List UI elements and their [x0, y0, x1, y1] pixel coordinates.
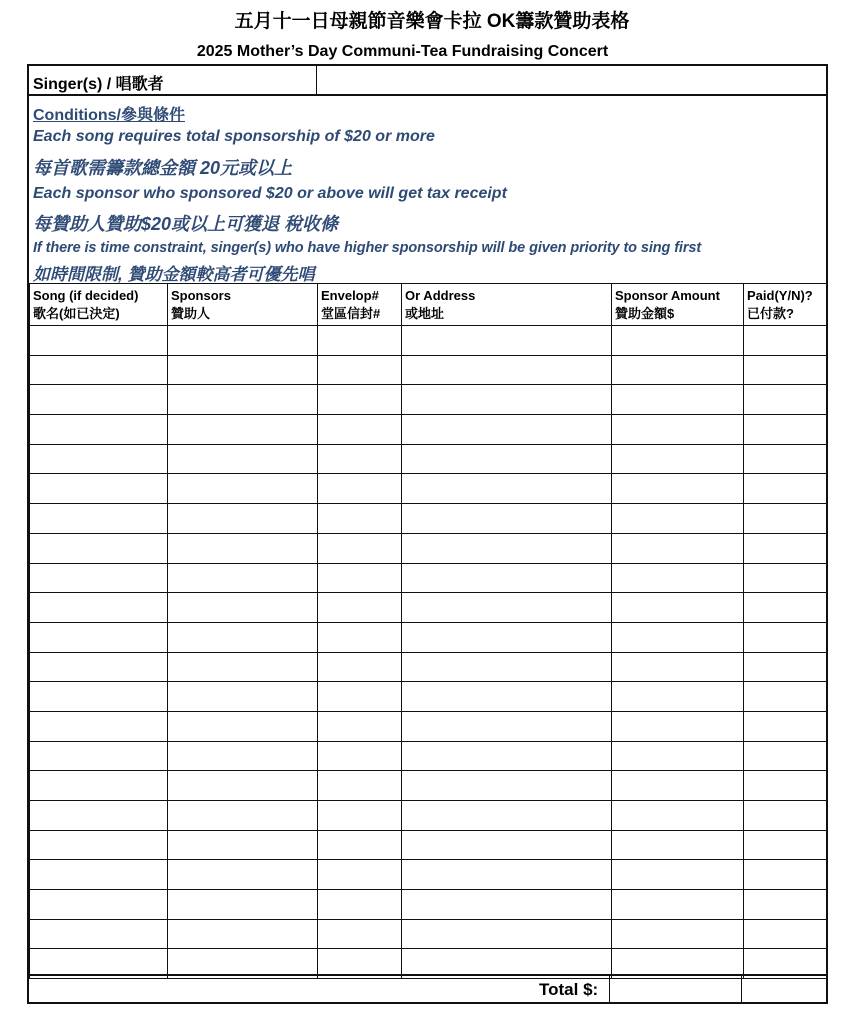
cell-paid[interactable] [744, 444, 827, 474]
cell-address[interactable] [402, 533, 612, 563]
cell-sponsor[interactable] [168, 415, 318, 445]
cell-song[interactable] [30, 504, 168, 534]
cell-address[interactable] [402, 563, 612, 593]
cell-sponsor[interactable] [168, 444, 318, 474]
cell-paid[interactable] [744, 860, 827, 890]
cell-envelope[interactable] [318, 830, 402, 860]
cell-envelope[interactable] [318, 593, 402, 623]
column-header-sponsors: Sponsors 贊助人 [168, 284, 318, 326]
condition-line-2: 每首歌需籌款總金額 20元或以上 [33, 158, 293, 178]
column-header-song: Song (if decided) 歌名(如已決定) [30, 284, 168, 326]
table-row [30, 355, 827, 385]
cell-address[interactable] [402, 385, 612, 415]
cell-sponsor[interactable] [168, 860, 318, 890]
cell-envelope[interactable] [318, 563, 402, 593]
cell-envelope[interactable] [318, 444, 402, 474]
column-header-paid: Paid(Y/N)? 已付款? [744, 284, 827, 326]
cell-paid[interactable] [744, 890, 827, 920]
cell-address[interactable] [402, 622, 612, 652]
cell-address[interactable] [402, 919, 612, 949]
cell-envelope[interactable] [318, 741, 402, 771]
cell-song[interactable] [30, 444, 168, 474]
cell-paid[interactable] [744, 326, 827, 356]
cell-sponsor[interactable] [168, 682, 318, 712]
cell-address[interactable] [402, 860, 612, 890]
cell-song[interactable] [30, 741, 168, 771]
cell-address[interactable] [402, 830, 612, 860]
table-row [30, 593, 827, 623]
cell-envelope[interactable] [318, 652, 402, 682]
cell-amount[interactable] [612, 652, 744, 682]
cell-envelope[interactable] [318, 801, 402, 831]
cell-amount[interactable] [612, 504, 744, 534]
condition-line-3: Each sponsor who sponsored $20 or above will get tax receipt [33, 185, 507, 202]
cell-address[interactable] [402, 801, 612, 831]
column-header-envelope: Envelop# 堂區信封# [318, 284, 402, 326]
condition-line-4: 每贊助人贊助$20或以上可獲退 稅收條 [33, 214, 339, 234]
cell-song[interactable] [30, 771, 168, 801]
sponsor-table [29, 283, 827, 979]
table-row [30, 830, 827, 860]
total-divider [741, 976, 742, 1002]
cell-song[interactable] [30, 830, 168, 860]
cell-amount[interactable] [612, 385, 744, 415]
cell-envelope[interactable] [318, 355, 402, 385]
cell-address[interactable] [402, 326, 612, 356]
form-title-chinese: 五月十一日母親節音樂會卡拉 OK籌款贊助表格 [234, 11, 630, 32]
table-row [30, 444, 827, 474]
cell-amount[interactable] [612, 890, 744, 920]
cell-sponsor[interactable] [168, 741, 318, 771]
form-title-english: 2025 Mother’s Day Communi-Tea Fundraising Concert [196, 43, 609, 60]
cell-address[interactable] [402, 741, 612, 771]
table-row [30, 741, 827, 771]
cell-address[interactable] [402, 444, 612, 474]
cell-envelope[interactable] [318, 771, 402, 801]
cell-paid[interactable] [744, 741, 827, 771]
cell-sponsor[interactable] [168, 593, 318, 623]
cell-song[interactable] [30, 682, 168, 712]
cell-sponsor[interactable] [168, 890, 318, 920]
table-row [30, 326, 827, 356]
cell-sponsor[interactable] [168, 326, 318, 356]
cell-envelope[interactable] [318, 682, 402, 712]
cell-amount[interactable] [612, 563, 744, 593]
total-row [29, 974, 826, 1002]
table-row [30, 801, 827, 831]
table-header-row [30, 284, 827, 326]
table-row [30, 711, 827, 741]
cell-song[interactable] [30, 801, 168, 831]
table-row [30, 385, 827, 415]
cell-sponsor[interactable] [168, 771, 318, 801]
cell-sponsor[interactable] [168, 533, 318, 563]
cell-amount[interactable] [612, 533, 744, 563]
cell-paid[interactable] [744, 563, 827, 593]
cell-song[interactable] [30, 593, 168, 623]
cell-paid[interactable] [744, 385, 827, 415]
cell-sponsor[interactable] [168, 355, 318, 385]
cell-song[interactable] [30, 711, 168, 741]
cell-song[interactable] [30, 533, 168, 563]
total-label: Total $: [539, 980, 599, 999]
table-row [30, 919, 827, 949]
cell-amount[interactable] [612, 711, 744, 741]
table-row [30, 771, 827, 801]
cell-song[interactable] [30, 622, 168, 652]
cell-envelope[interactable] [318, 415, 402, 445]
cell-sponsor[interactable] [168, 474, 318, 504]
cell-amount[interactable] [612, 801, 744, 831]
cell-song[interactable] [30, 385, 168, 415]
cell-envelope[interactable] [318, 474, 402, 504]
cell-address[interactable] [402, 504, 612, 534]
cell-amount[interactable] [612, 593, 744, 623]
total-amount-field[interactable] [611, 978, 739, 1000]
cell-address[interactable] [402, 890, 612, 920]
cell-paid[interactable] [744, 652, 827, 682]
cell-address[interactable] [402, 711, 612, 741]
cell-paid[interactable] [744, 711, 827, 741]
cell-envelope[interactable] [318, 385, 402, 415]
table-row [30, 682, 827, 712]
cell-paid[interactable] [744, 622, 827, 652]
singer-divider [316, 66, 317, 94]
singer-label: Singer(s) / 唱歌者 [33, 76, 164, 93]
cell-address[interactable] [402, 593, 612, 623]
cell-sponsor[interactable] [168, 563, 318, 593]
sponsorship-form [27, 64, 828, 1004]
cell-paid[interactable] [744, 771, 827, 801]
cell-song[interactable] [30, 326, 168, 356]
cell-address[interactable] [402, 355, 612, 385]
cell-address[interactable] [402, 652, 612, 682]
total-paid-field[interactable] [743, 978, 823, 1000]
cell-amount[interactable] [612, 622, 744, 652]
cell-song[interactable] [30, 355, 168, 385]
cell-amount[interactable] [612, 444, 744, 474]
cell-amount[interactable] [612, 415, 744, 445]
condition-line-6: 如時間限制, 贊助金額較高者可優先唱 [33, 265, 315, 284]
cell-amount[interactable] [612, 860, 744, 890]
cell-song[interactable] [30, 474, 168, 504]
cell-amount[interactable] [612, 355, 744, 385]
cell-paid[interactable] [744, 474, 827, 504]
singer-field[interactable] [321, 71, 821, 91]
total-divider [609, 976, 610, 1002]
cell-amount[interactable] [612, 474, 744, 504]
singer-row [29, 66, 826, 96]
cell-amount[interactable] [612, 741, 744, 771]
table-body [30, 326, 827, 979]
cell-address[interactable] [402, 415, 612, 445]
cell-song[interactable] [30, 415, 168, 445]
cell-song[interactable] [30, 890, 168, 920]
cell-paid[interactable] [744, 533, 827, 563]
column-header-amount: Sponsor Amount 贊助金額$ [612, 284, 744, 326]
cell-sponsor[interactable] [168, 504, 318, 534]
cell-amount[interactable] [612, 830, 744, 860]
table-row [30, 890, 827, 920]
cell-amount[interactable] [612, 771, 744, 801]
cell-address[interactable] [402, 474, 612, 504]
cell-paid[interactable] [744, 355, 827, 385]
cell-sponsor[interactable] [168, 385, 318, 415]
cell-envelope[interactable] [318, 711, 402, 741]
cell-envelope[interactable] [318, 504, 402, 534]
cell-envelope[interactable] [318, 919, 402, 949]
cell-address[interactable] [402, 682, 612, 712]
cell-amount[interactable] [612, 919, 744, 949]
cell-address[interactable] [402, 771, 612, 801]
cell-sponsor[interactable] [168, 919, 318, 949]
cell-amount[interactable] [612, 682, 744, 712]
cell-envelope[interactable] [318, 533, 402, 563]
cell-sponsor[interactable] [168, 622, 318, 652]
cell-song[interactable] [30, 563, 168, 593]
cell-amount[interactable] [612, 326, 744, 356]
cell-paid[interactable] [744, 504, 827, 534]
table-row [30, 860, 827, 890]
condition-line-5: If there is time constraint, singer(s) who have higher sponsorship will be given priority to sing first [33, 240, 702, 256]
table-row [30, 474, 827, 504]
cell-song[interactable] [30, 860, 168, 890]
cell-paid[interactable] [744, 919, 827, 949]
cell-sponsor[interactable] [168, 652, 318, 682]
cell-envelope[interactable] [318, 860, 402, 890]
cell-envelope[interactable] [318, 326, 402, 356]
cell-sponsor[interactable] [168, 801, 318, 831]
cell-paid[interactable] [744, 593, 827, 623]
cell-paid[interactable] [744, 830, 827, 860]
table-row [30, 504, 827, 534]
table-row [30, 415, 827, 445]
cell-envelope[interactable] [318, 890, 402, 920]
table-row [30, 622, 827, 652]
cell-paid[interactable] [744, 415, 827, 445]
cell-envelope[interactable] [318, 622, 402, 652]
column-header-address: Or Address 或地址 [402, 284, 612, 326]
table-row [30, 533, 827, 563]
cell-song[interactable] [30, 919, 168, 949]
cell-paid[interactable] [744, 801, 827, 831]
cell-sponsor[interactable] [168, 711, 318, 741]
condition-line-1: Each song requires total sponsorship of $20 or more [33, 128, 435, 145]
cell-song[interactable] [30, 652, 168, 682]
cell-sponsor[interactable] [168, 830, 318, 860]
cell-paid[interactable] [744, 682, 827, 712]
conditions-title: Conditions/參與條件 [33, 107, 185, 124]
table-row [30, 652, 827, 682]
table-row [30, 563, 827, 593]
